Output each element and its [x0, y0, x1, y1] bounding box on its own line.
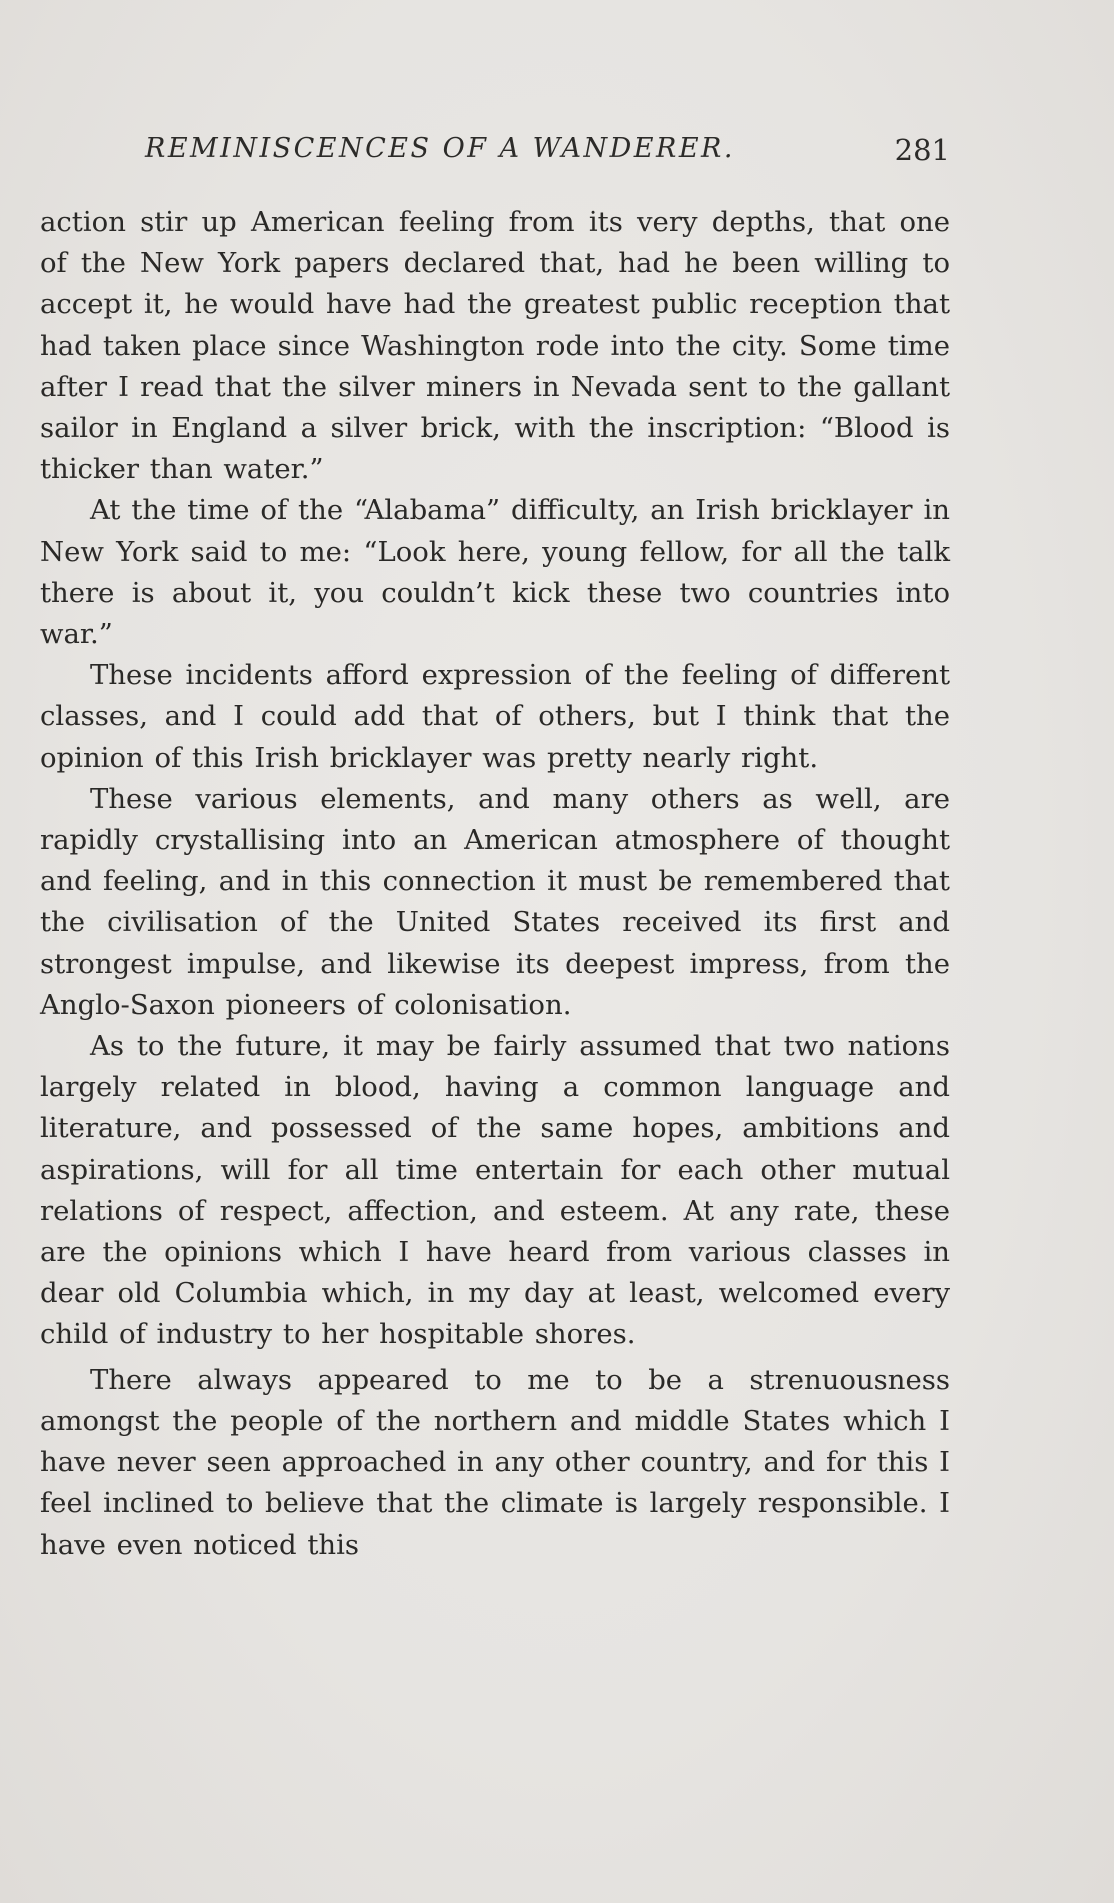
paragraph-strenuousness: There always appeared to me to be a strenuousness amongst the people of the northern and middle States which I have never seen approached in any other country, and for this I feel inclined to believe that the climate is largely responsible. I have even noticed this: [40, 1363, 950, 1561]
running-title: REMINISCENCES OF A WANDERER.: [145, 133, 735, 164]
paragraph-continued: action stir up American feeling from its very depths, that one of the New York papers declared that, had he been willing to accept it, he would have had the greatest public reception that had taken place since Washington rode into the city. Some time after I read that the silver miners in Nevada sent to the gallant sailor in England a silver brick, with the inscription: “Blood is thicker than water.”: [40, 206, 950, 486]
paragraph-elements: These various elements, and many others as well, are rapidly crystallising into an American atmosphere of thought and feeling, and in this connection it must be remembered that the civilisation of the United States received its first and strongest impulse, and likewise its deepest impress, from the Anglo-Saxon pioneers of colonisation.: [40, 782, 950, 1021]
paragraph-incidents: These incidents afford expression of the feeling of different classes, and I could add that of others, but I think that the opinion of this Irish bricklayer was pretty nearly right.: [40, 659, 950, 774]
paragraph-alabama: At the time of the “Alabama” difficulty, an Irish bricklayer in New York said to me: “Look here, young fellow, for all the talk there is about it, you couldn’t kick these two countries into war.”: [40, 494, 950, 651]
paragraph-future: As to the future, it may be fairly assumed that two nations largely related in blood, having a common language and literature, and possessed of the same hopes, ambitions and aspirations, will for all time entertain for each other mutual relations of respect, affection, and esteem. At any rate, these are the opinions which I have heard from various classes in dear old Columbia which, in my day at least, welcomed every child of industry to her hospitable shores.: [40, 1030, 950, 1351]
page-header: [45, 133, 950, 173]
page-number: 281: [894, 133, 950, 167]
body-text: [40, 202, 950, 1566]
